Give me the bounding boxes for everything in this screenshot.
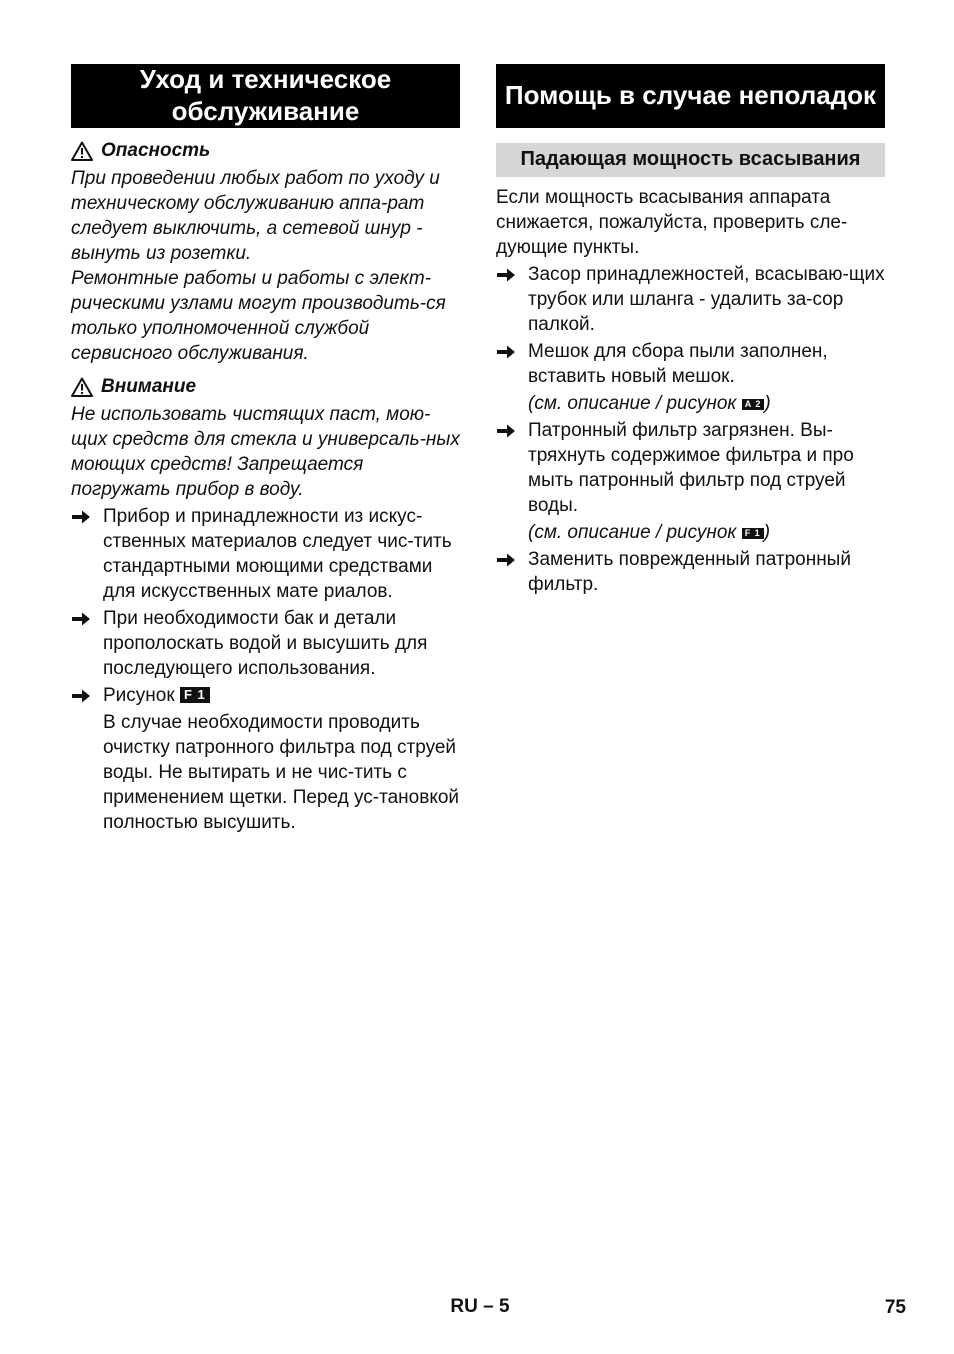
page-number: 75 — [884, 1297, 906, 1318]
list-item: Мешок для сбора пыли заполнен, вставить новый мешок. (см. описание / рисунок A 2 ) — [496, 339, 885, 416]
danger-label: Опасность — [71, 138, 460, 163]
arrow-right-icon — [496, 344, 516, 360]
figure-badge: A 2 — [742, 399, 765, 410]
warning-triangle-icon — [71, 377, 93, 397]
arrow-right-icon — [71, 688, 91, 704]
list-item: Патронный фильтр загрязнен. Вы-тряхнуть содержимое фильтра и про мыть патронный фильтр под струей воды. (см. описание / рисунок F 1 ) — [496, 418, 885, 545]
list-item-figure: Рисунок F 1 В случае необходимости проводить очистку патронного фильтра под струей воды. Не вытирать и не чис-тить с применением щетки. Перед ус-тановкой полностью высушить. — [71, 683, 460, 835]
left-column — [71, 64, 460, 835]
subsection-heading: Падающая мощность всасывания — [496, 143, 885, 177]
intro-text: Если мощность всасывания аппарата снижается, пожалуйста, проверить сле-дующие пункты. — [496, 187, 848, 258]
list-item: Засор принадлежностей, всасываю-щих трубок или шланга - удалить за-сор палкой. — [496, 262, 885, 337]
arrow-right-icon — [496, 423, 516, 439]
caution-text: Не использовать чистящих паст, мою-щих средств для стекла и универсаль-ных моющих средств! Запрещается погружать прибор в воду. — [71, 404, 460, 500]
danger-text: При проведении любых работ по уходу и техническому обслуживанию аппа-рат следует выключить, а сетевой шнур - вынуть из розетки. — [71, 168, 440, 264]
section-heading-troubleshooting: Помощь в случае неполадок — [496, 64, 885, 128]
section-heading-care: Уход и техническое обслуживание — [71, 64, 460, 128]
list-item: Заменить поврежденный патронный фильтр. — [496, 547, 885, 597]
danger-text-2: Ремонтные работы и работы с элект-рическими узлами могут производить-ся только уполномоченной службой сервисного обслуживания. — [71, 268, 446, 364]
figure-badge: F 1 — [180, 687, 210, 703]
list-item: Прибор и принадлежности из искус-ственных материалов следует чис-тить стандартными моющими средствами для искусственных мате риалов. — [71, 504, 460, 604]
footer-section: RU – 5 — [450, 1296, 510, 1317]
arrow-right-icon — [71, 509, 91, 525]
arrow-right-icon — [71, 611, 91, 627]
arrow-right-icon — [496, 267, 516, 283]
list-item: При необходимости бак и детали прополоскать водой и высушить для последующего использования. — [71, 606, 460, 681]
figure-reference: (см. описание / рисунок A 2 ) — [528, 393, 771, 414]
right-column — [496, 64, 885, 597]
figure-item-text: В случае необходимости проводить очистку патронного фильтра под струей воды. Не вытирать и не чис-тить с применением щетки. Перед ус-тановкой полностью высушить. — [103, 712, 460, 833]
warning-triangle-icon — [71, 141, 93, 161]
figure-reference: (см. описание / рисунок F 1 ) — [528, 522, 771, 543]
caution-label: Внимание — [71, 374, 460, 399]
figure-badge: F 1 — [742, 528, 764, 539]
arrow-right-icon — [496, 552, 516, 568]
